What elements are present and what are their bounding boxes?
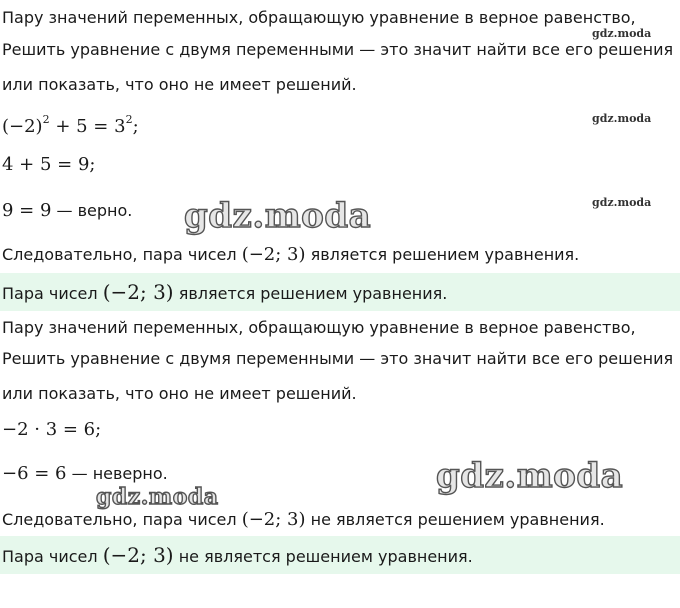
equation-3-note: — верно.: [51, 201, 133, 220]
conclusion-1-pre: Следовательно, пара чисел: [2, 245, 242, 264]
conclusion-2-pair: (−2; 3): [241, 509, 306, 530]
conclusion-1-post: является решением уравнения.: [305, 245, 580, 264]
watermark-small-1: gdz.moda: [592, 27, 652, 40]
watermark-small-3: gdz.moda: [592, 196, 652, 209]
conclusion-2-post: не является решением уравнения.: [305, 510, 605, 529]
answer-box-1: [0, 273, 680, 311]
watermark-big-3: gdz.moda: [96, 484, 219, 510]
equation-2: 4 + 5 = 9;: [2, 154, 96, 175]
intro-text-1c: или показать, что оно не имеет решений.: [2, 75, 357, 94]
equation-1-exponent: 2: [42, 113, 50, 126]
answer-1-pre: Пара чисел: [2, 284, 103, 303]
watermark-big-1: gdz.moda: [184, 196, 372, 236]
equation-3-math: 9 = 9: [2, 200, 52, 221]
intro-text-2a: Пару значений переменных, обращающую уравнение в верное равенство,: [2, 318, 636, 337]
equation-4: −2 · 3 = 6;: [2, 419, 102, 440]
answer-2-pre: Пара чисел: [2, 547, 103, 566]
equation-5: [2, 464, 168, 484]
answer-2-pair: (−2; 3): [102, 543, 174, 567]
equation-5-math: −6 = 6: [2, 463, 67, 484]
equation-1-base: (−2): [2, 116, 43, 137]
answer-2-post: не является решением уравнения.: [173, 547, 473, 566]
watermark-big-2: gdz.moda: [436, 456, 624, 496]
answer-2: [2, 545, 473, 567]
intro-text-1b: Решить уравнение с двумя переменными — это значит найти все его решения: [2, 40, 674, 59]
intro-text-2c: или показать, что оно не имеет решений.: [2, 384, 357, 403]
answer-box-2: [0, 536, 680, 574]
equation-1: [2, 110, 139, 137]
watermark-small-2: gdz.moda: [592, 112, 652, 125]
intro-text-2b: Решить уравнение с двумя переменными — это значит найти все его решения: [2, 349, 674, 368]
answer-1-post: является решением уравнения.: [173, 284, 448, 303]
equation-1-middle: + 5 = 3: [49, 116, 126, 137]
answer-1-pair: (−2; 3): [102, 280, 174, 304]
answer-1: [2, 282, 447, 304]
equation-3: [2, 201, 132, 221]
conclusion-1: [2, 245, 579, 265]
equation-1-exponent-2: 2: [125, 113, 133, 126]
intro-text-1a: Пару значений переменных, обращающую уравнение в верное равенство,: [2, 8, 636, 27]
conclusion-1-pair: (−2; 3): [241, 244, 306, 265]
equation-1-end: ;: [132, 116, 139, 137]
conclusion-2-pre: Следовательно, пара чисел: [2, 510, 242, 529]
conclusion-2: [2, 510, 605, 530]
equation-5-note: — неверно.: [66, 464, 168, 483]
